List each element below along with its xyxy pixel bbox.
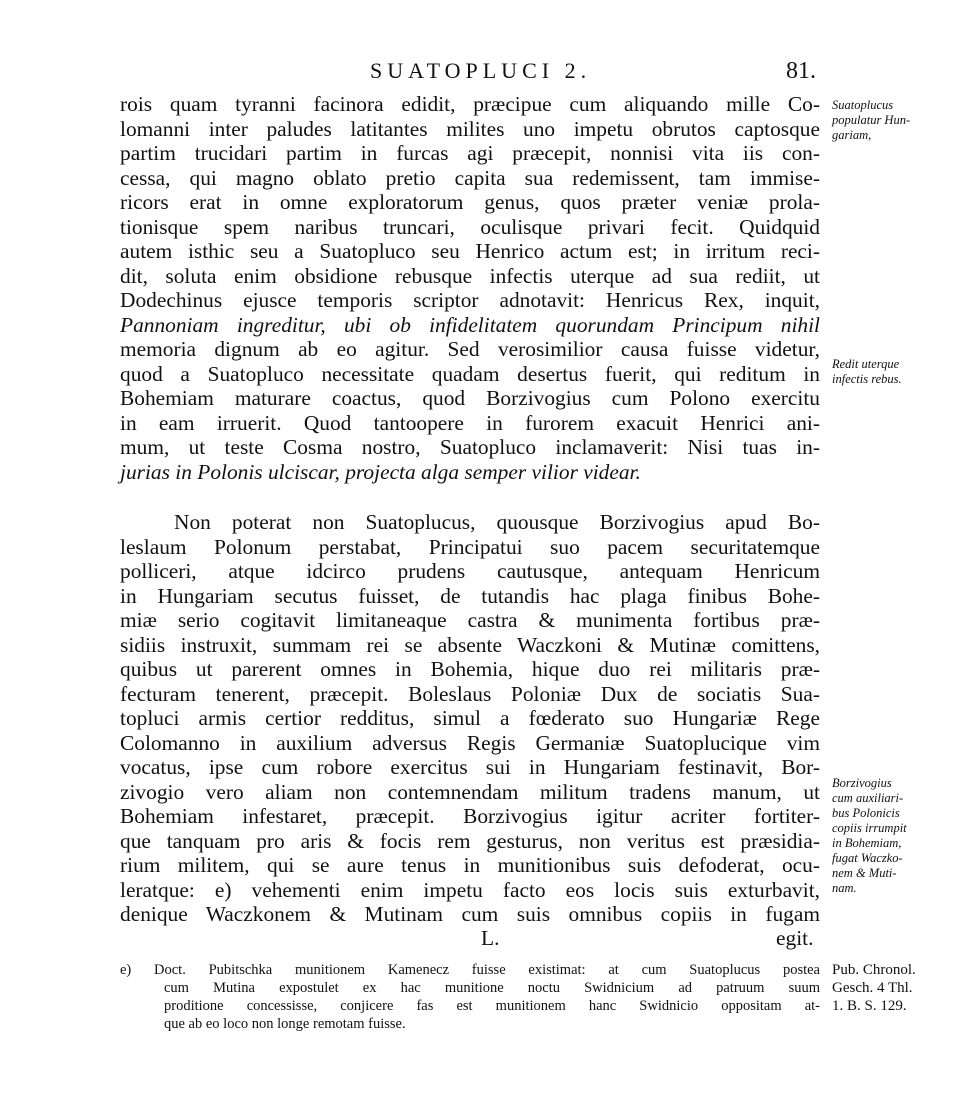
text-line: partim trucidari partim in furcas agi præcepit, nonnisi vita iis con- (120, 141, 820, 165)
text-line: Bohemiam maturare coactus, quod Borzivogius cum Polono exercitu (120, 386, 820, 410)
signature-mark: L. (481, 926, 500, 950)
footnote-side-line: Pub. Chronol. (832, 962, 916, 978)
text-line: vocatus, ipse cum robore exercitus sui in Hungariam festinavit, Bor- (120, 755, 820, 779)
text-line: rois quam tyranni facinora edidit, præcipue cum aliquando mille Co- (120, 92, 820, 116)
margin-note-line: copiis irrumpit (832, 821, 907, 835)
text-line: cessa, qui magno oblato pretio capita sua redemissent, tam immise- (120, 165, 820, 190)
margin-note-3 (832, 776, 950, 896)
text-line: polliceri, atque idcirco prudens cautusque, antequam Henricum (120, 559, 820, 583)
footnote-side-line: Gesch. 4 Thl. (832, 980, 913, 996)
page-number: 81. (786, 58, 816, 84)
text-line: que tanquam pro aris & focis rem gesturus, non veritus est præsidia- (120, 828, 820, 853)
margin-note-line: Borzivogius (832, 776, 892, 790)
text-line: leratque: e) vehementi enim impetu facto eos locis suis exturbavit, (120, 877, 820, 902)
margin-note-line: gariam, (832, 128, 872, 142)
text-line: lomanni inter paludes latitantes milites uno impetu obrutos captosque (120, 116, 820, 141)
footnote-line: e) Doct. Pubitschka munitionem Kamenecz fuisse existimat: at cum Suatoplucus postea (120, 962, 820, 978)
footnote (120, 961, 820, 1033)
text-line: Dodechinus ejusce temporis scriptor adnotavit: Henricus Rex, inquit, (120, 288, 820, 312)
text-line-italic: jurias in Polonis ulciscar, projecta alga semper vilior videar. (120, 459, 641, 484)
margin-note-line: Suatoplucus (832, 98, 894, 112)
margin-note-line: nem & Muti- (832, 866, 897, 880)
margin-note-line: populatur Hun- (832, 113, 911, 127)
margin-note-line: cum auxiliari- (832, 791, 904, 805)
text-line: mum, ut teste Cosma nostro, Suatopluco inclamaverit: Nisi tuas in- (120, 435, 820, 459)
text-line: Bohemiam infestaret, præcepit. Borzivogius igitur acriter fortiter- (120, 804, 820, 828)
margin-note-line: nam. (832, 881, 857, 895)
text-line: zivogio vero aliam non contemnendam militum tradens manum, ut (120, 779, 820, 804)
margin-note-line: Redit uterque (832, 357, 900, 371)
text-line: denique Waczkonem & Mutinam cum suis omnibus copiis in fugam (120, 902, 820, 926)
text-line-italic: Pannoniam ingreditur, ubi ob infidelitatem quorundam Principum nihil (120, 312, 820, 337)
text-line: autem isthic seu a Suatopluco seu Henrico actum est; in irritum reci- (120, 239, 820, 263)
text-line: ricors erat in omne exploratorum genus, quos præter veniæ prola- (120, 190, 820, 214)
text-line: leslaum Polonum perstabat, Principatui suo pacem securitatemque (120, 534, 820, 559)
text-line: quod a Suatopluco necessitate quadam desertus fuerit, qui reditum in (120, 361, 820, 386)
footnote-side-line: 1. B. S. 129. (832, 998, 907, 1014)
margin-note-2 (832, 357, 950, 387)
margin-note-line: in Bohemiam, (832, 836, 902, 850)
text-line: dit, soluta enim obsidione rebusque infectis uterque ad sua rediit, ut (120, 263, 820, 288)
footnote-line: que ab eo loco non longe remotam fuisse. (164, 1016, 406, 1032)
margin-note-line: infectis rebus. (832, 372, 902, 386)
footnote-line: proditione concessisse, conjicere fas est munitionem hanc Swidnicio oppositam at- (164, 998, 820, 1014)
text-line: sidiis instruxit, summam rei se absente Waczkoni & Mutinæ comittens, (120, 632, 820, 657)
paragraph-1 (120, 92, 820, 484)
running-head: SUATOPLUCI 2. (370, 58, 592, 83)
text-line: in eam irruerit. Quod tantoopere in furorem exacuit Henrici ani- (120, 410, 820, 435)
margin-note-line: fugat Waczko- (832, 851, 903, 865)
text-line: quibus ut parerent omnes in Bohemia, hique duo rei militaris præ- (120, 657, 820, 681)
text-line: Colomanno in auxilium adversus Regis Germaniæ Suatoplucique vim (120, 730, 820, 755)
paragraph-2 (120, 510, 820, 927)
text-line: memoria dignum ab eo agitur. Sed verosimilior causa fuisse videtur, (120, 337, 820, 361)
margin-note-line: bus Polonicis (832, 806, 900, 820)
footnote-line: cum Mutina expostulet ex hac munitione noctu Swidnicium ad patruum suum (164, 980, 820, 996)
text-line: tionisque spem naribus truncari, oculisque privari fecit. Quidquid (120, 214, 820, 239)
catchword: egit. (776, 926, 814, 950)
footnote-side-reference (832, 961, 952, 1015)
text-line: miæ serio cogitavit limitaneaque castra & munimenta fortibus præ- (120, 608, 820, 632)
text-line: rium militem, qui se aure tenus in munitionibus suis defoderat, ocu- (120, 853, 820, 877)
text-line: in Hungariam secutus fuisset, de tutandis hac plaga finibus Bohe- (120, 583, 820, 608)
text-line: Non poterat non Suatoplucus, quousque Borzivogius apud Bo- (174, 510, 820, 534)
margin-note-1 (832, 98, 950, 143)
text-line: topluci armis certior redditus, simul a fœderato suo Hungariæ Rege (120, 706, 820, 730)
text-line: fecturam tenerent, præcepit. Boleslaus Poloniæ Dux de sociatis Sua- (120, 681, 820, 706)
